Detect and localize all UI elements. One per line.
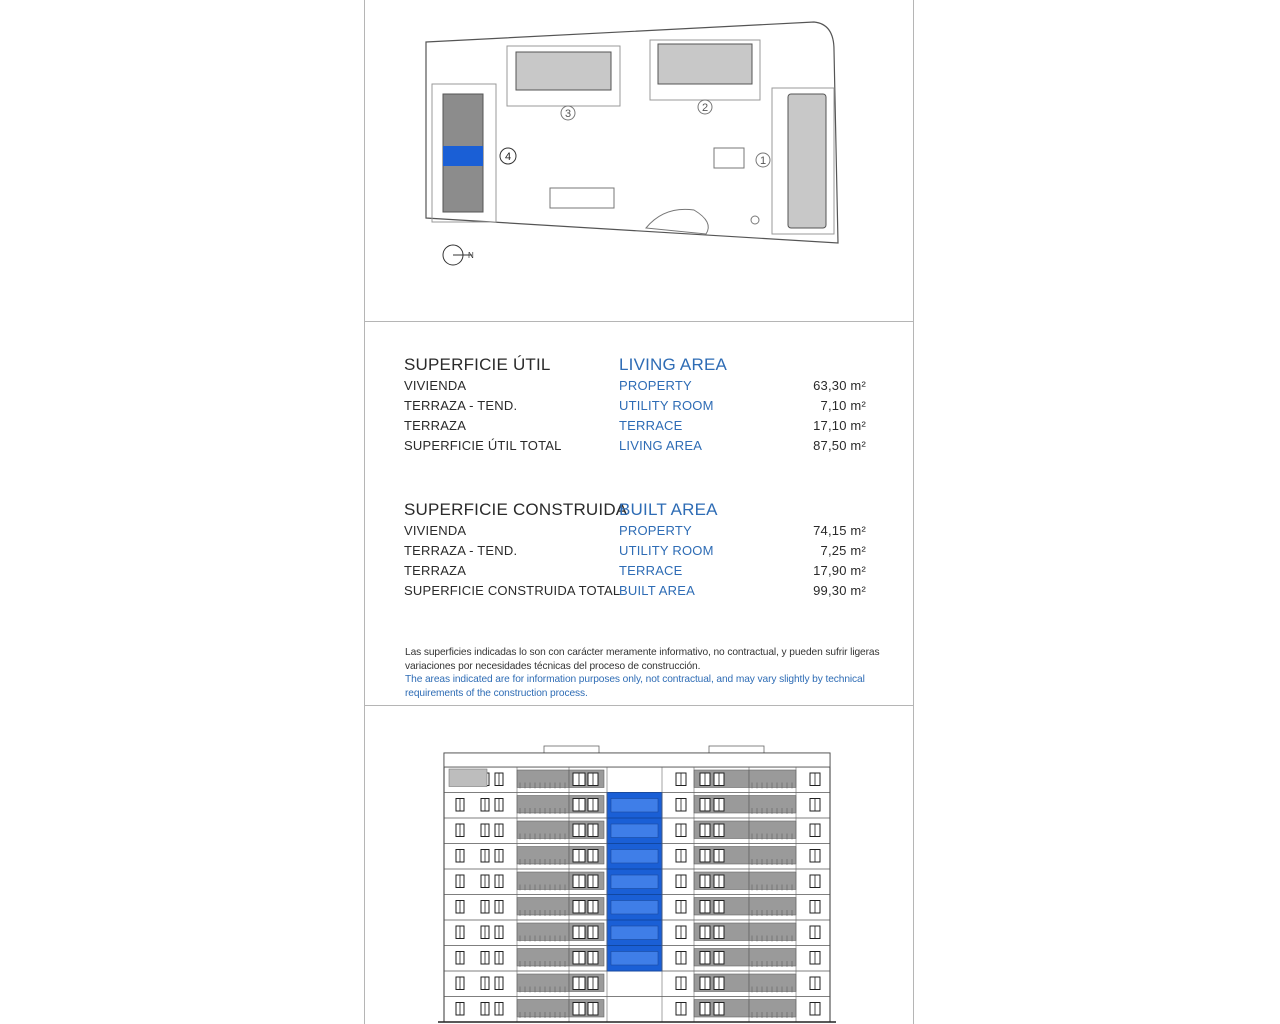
table-row: VIVIENDA PROPERTY 63,30 m²: [404, 378, 866, 393]
block-3: [516, 52, 611, 90]
highlighted-window: [611, 824, 658, 838]
north-arrow-icon: [443, 245, 474, 265]
balcony: [749, 949, 796, 967]
highlighted-window: [611, 850, 658, 864]
balcony: [749, 923, 796, 941]
balcony: [749, 898, 796, 916]
disclaimer-en: The areas indicated are for information purposes only, not contractual, and may vary slightly by technical requirements of the construction process.: [405, 674, 865, 699]
highlighted-window: [611, 799, 658, 813]
balcony: [749, 821, 796, 839]
block-label-2: 2: [701, 102, 709, 114]
highlighted-window: [611, 901, 658, 915]
built-area-title-en: BUILT AREA: [619, 500, 718, 519]
svg-text:N: N: [468, 251, 474, 260]
disclaimer: [405, 646, 905, 700]
balcony: [449, 769, 487, 787]
divider-top: [364, 321, 914, 322]
living-area-title-en: LIVING AREA: [619, 355, 728, 374]
table-row: TERRAZA - TEND. UTILITY ROOM 7,25 m²: [404, 543, 866, 558]
table-row: TERRAZA TERRACE 17,90 m²: [404, 563, 866, 578]
balcony: [749, 1000, 796, 1018]
balcony: [749, 796, 796, 814]
elevation-drawing: [438, 746, 836, 1022]
table-row: TERRAZA - TEND. UTILITY ROOM 7,10 m²: [404, 398, 866, 413]
roof-cap: [709, 746, 764, 753]
built-area-table: [404, 499, 874, 601]
block-label-3: 3: [564, 108, 572, 120]
table-row: SUPERFICIE CONSTRUIDA TOTAL BUILT AREA 99,30 m²: [404, 583, 866, 598]
roof-cap: [544, 746, 599, 753]
block-label-1: 1: [759, 155, 767, 167]
living-area-header: [404, 354, 874, 376]
living-area-title-es: SUPERFICIE ÚTIL: [404, 355, 551, 374]
table-row: VIVIENDA PROPERTY 74,15 m²: [404, 523, 866, 538]
balcony: [749, 847, 796, 865]
pool-shape: [646, 209, 708, 234]
table-row: SUPERFICIE ÚTIL TOTAL LIVING AREA 87,50 m²: [404, 438, 866, 453]
site-feature: [714, 148, 744, 168]
balcony: [749, 872, 796, 890]
block-2: [658, 44, 752, 84]
block-label-4: 4: [504, 151, 512, 163]
highlighted-window: [611, 926, 658, 940]
site-feature: [550, 188, 614, 208]
plot-outline: [426, 22, 838, 243]
table-row: TERRAZA TERRACE 17,10 m²: [404, 418, 866, 433]
highlighted-window: [611, 875, 658, 889]
balcony: [749, 770, 796, 788]
living-area-table: [404, 354, 874, 456]
disclaimer-es: Las superficies indicadas lo son con carácter meramente informativo, no contractual, y pueden sufrir ligeras variaciones por necesidades técnicas del proceso de construcción.: [405, 647, 880, 672]
highlighted-window: [611, 952, 658, 966]
site-feature: [751, 216, 759, 224]
building-elevation: [364, 706, 914, 1024]
built-area-header: [404, 499, 874, 521]
site-plan: [364, 0, 914, 320]
built-area-title-es: SUPERFICIE CONSTRUIDA: [404, 500, 628, 519]
top-band: [444, 753, 830, 767]
highlighted-unit-plan: [443, 146, 483, 166]
balcony: [749, 974, 796, 992]
block-1: [788, 94, 826, 228]
